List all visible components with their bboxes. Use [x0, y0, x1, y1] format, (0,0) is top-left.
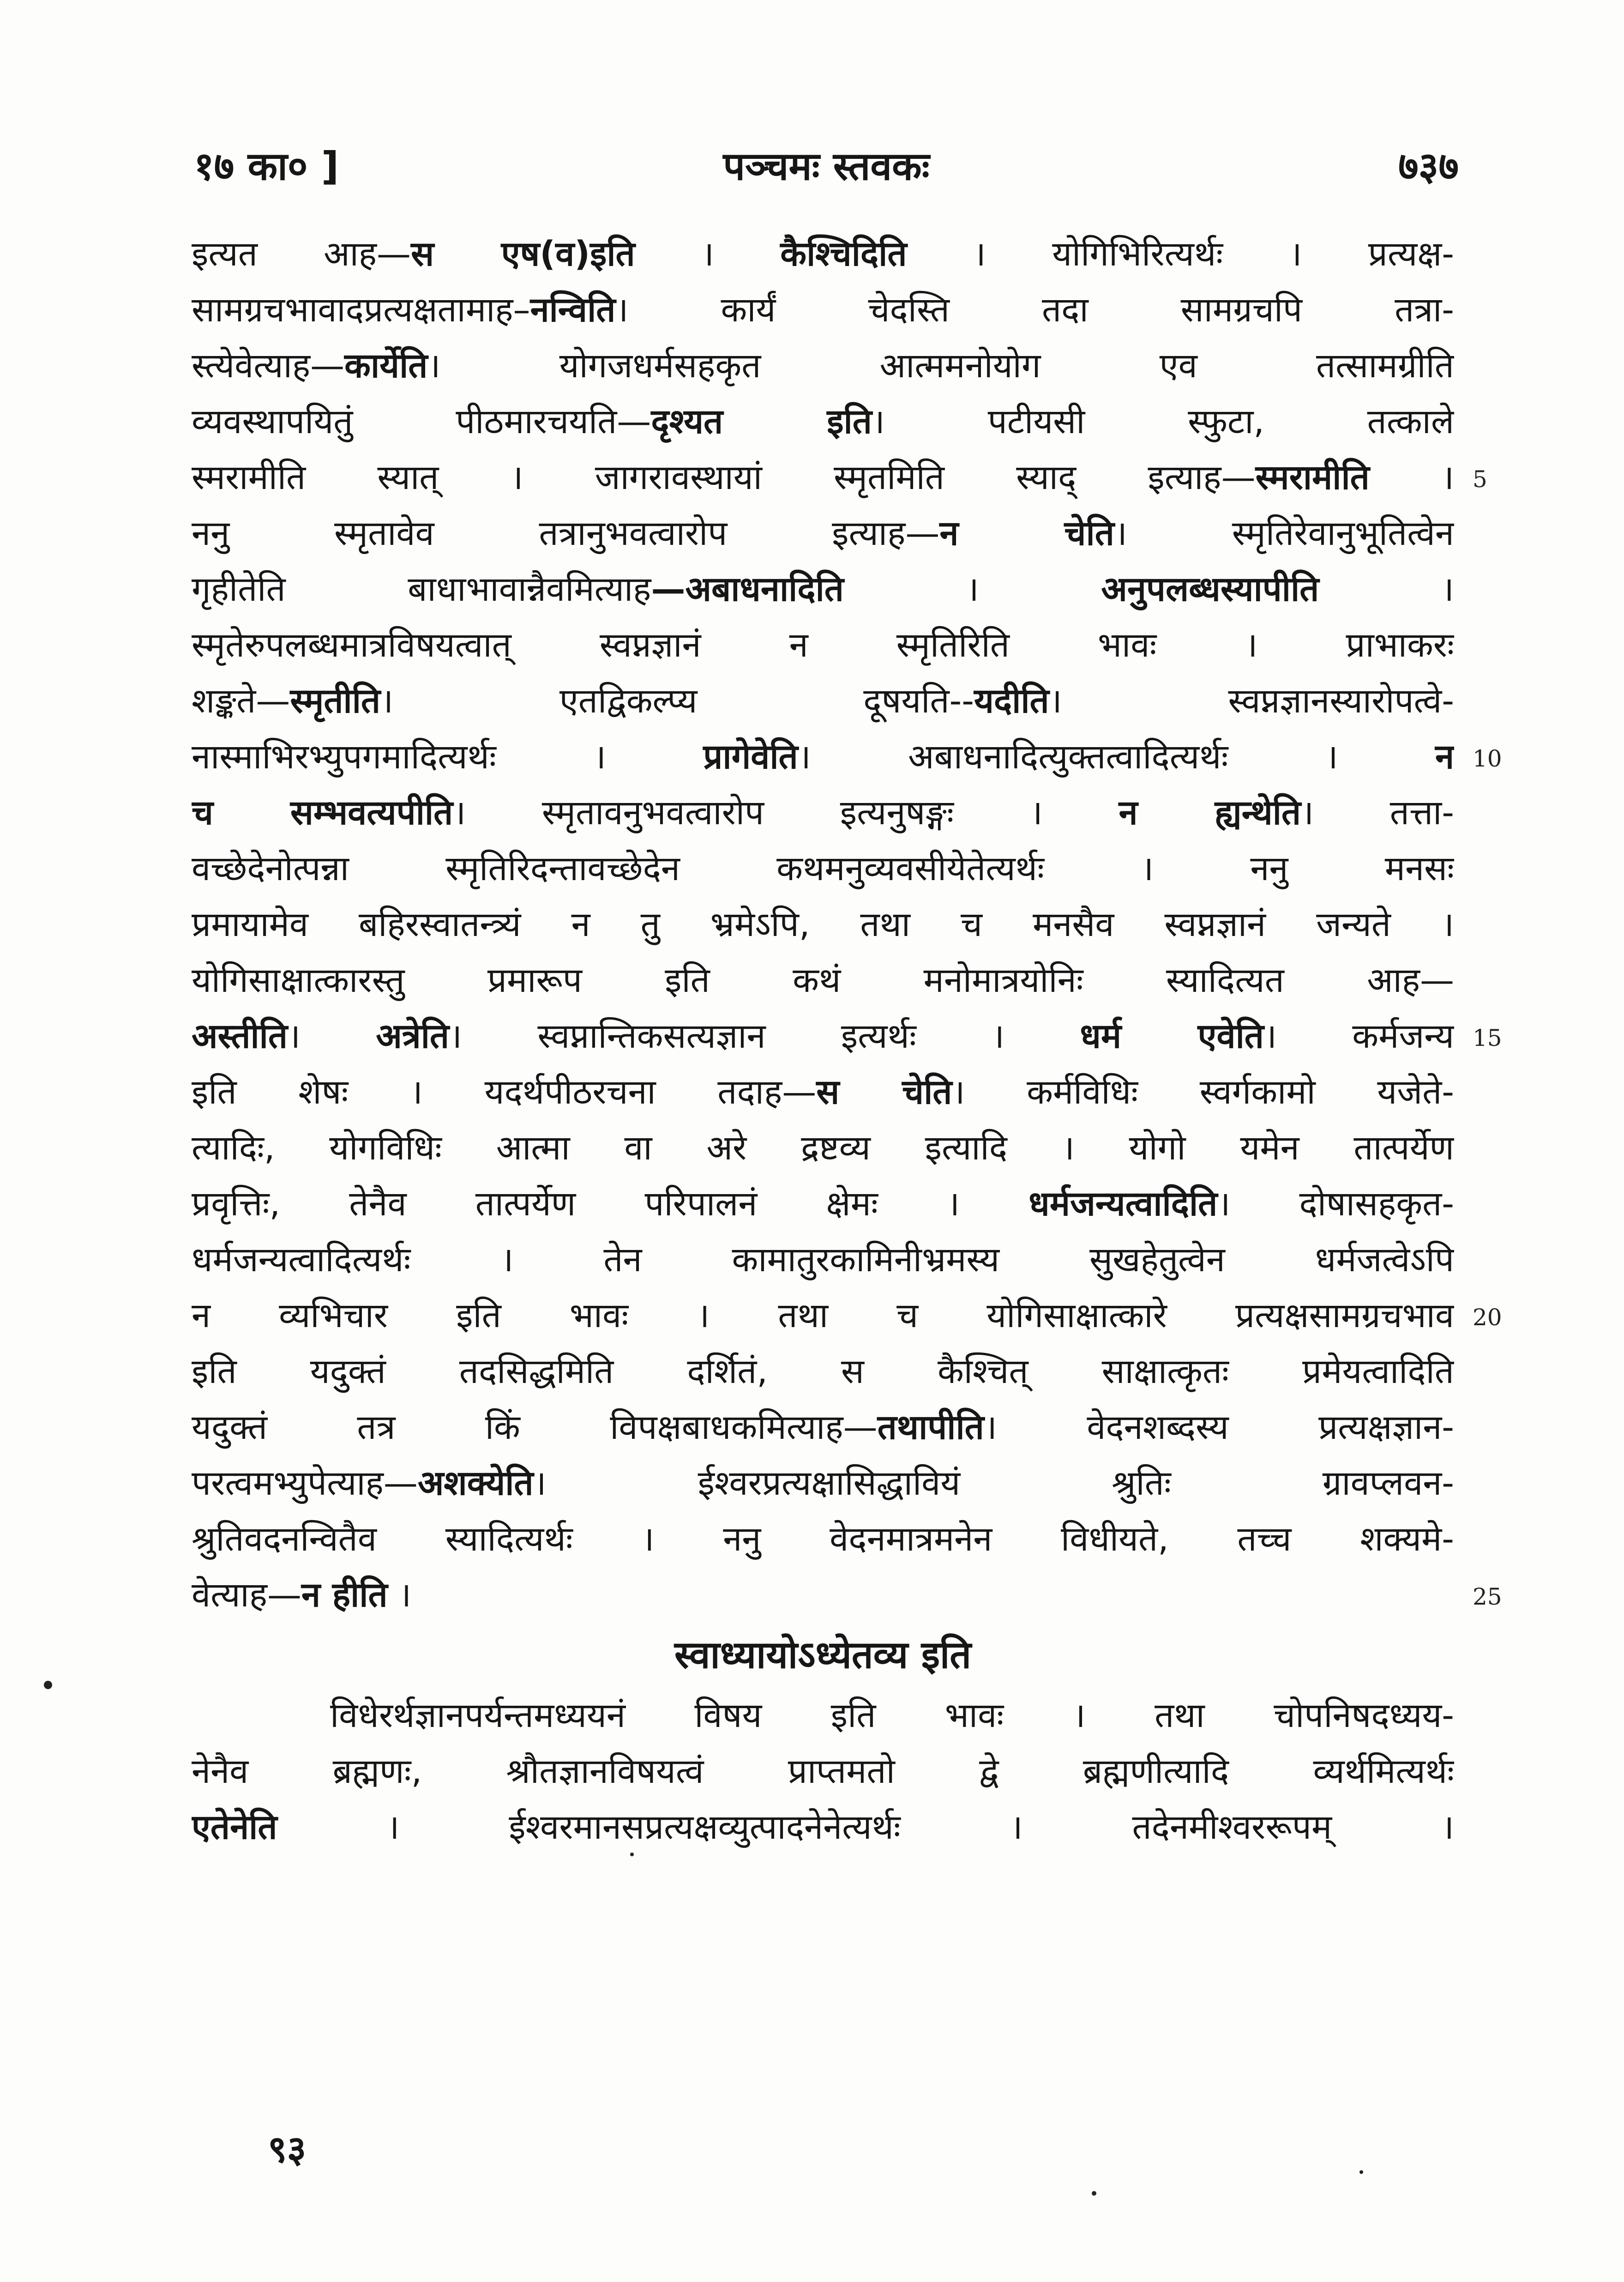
commentary-text-block [192, 226, 1454, 1855]
header-chapter-title: पञ्चमः स्तवकः [723, 144, 930, 189]
text-line [192, 617, 1454, 673]
text-line [192, 1567, 1454, 1623]
line-text: श्रुतिवदनन्वितैव स्यादित्यर्थः । ननु वेदनमात्रमनेन विधीयते, तच्च शक्यमे- [192, 1519, 1454, 1559]
line-text: वच्छेदेनोत्पन्ना स्मृतिरिदन्तावच्छेदेन कथमनुव्यवसीयेतेत्यर्थः । ननु मनसः [192, 849, 1454, 888]
lemma-text: स्मरामीति [1255, 458, 1370, 497]
text-line [192, 1344, 1454, 1400]
lemma-text: न हीति [301, 1575, 388, 1615]
line-text: । ईश्वरप्रत्यक्षासिद्धावियं श्रुतिः ग्रावप्लवन- [533, 1463, 1454, 1503]
lemma-text: —अबाधनादिति [651, 569, 844, 609]
signature-mark: ९३ [268, 2128, 307, 2171]
line-text: विधेरर्थज्ञानपर्यन्तमध्ययनं विषय इति भावः । तथा चोपनिषदध्यय- [330, 1696, 1454, 1735]
text-line [192, 1008, 1454, 1064]
line-text: वेत्याह— [192, 1575, 301, 1615]
lemma-text: प्रागेवेति [703, 737, 798, 777]
line-text: । [387, 1575, 412, 1615]
line-text: । [1369, 458, 1454, 497]
header-section-mark: १७ का० ] [194, 144, 339, 189]
text-line [192, 506, 1454, 561]
line-text: । [1319, 569, 1454, 609]
line-text: स्मरामीति स्यात् । जागरावस्थायां स्मृतमिति स्याद् इत्याह— [192, 458, 1256, 497]
text-line [192, 394, 1454, 450]
line-text: । स्वप्नान्तिकसत्यज्ञान इत्यर्थः । [449, 1016, 1080, 1056]
lemma-text: धर्मजन्यत्वादिति [1029, 1184, 1218, 1224]
text-line [192, 1120, 1454, 1176]
lemma-text: यदीति [974, 681, 1049, 721]
line-text: त्यादिः, योगविधिः आत्मा वा अरे द्रष्टव्य इत्यादि । योगो यमेन तात्पर्येण [192, 1128, 1454, 1168]
line-text: धर्मजन्यत्वादित्यर्थः । तेन कामातुरकामिनीभ्रमस्य सुखहेतुत्वेन धर्मजत्वेऽपि [192, 1240, 1454, 1280]
line-text: यदुक्तं तत्र किं विपक्षबाधकमित्याह— [192, 1407, 878, 1447]
line-text: । अबाधनादित्युक्तत्वादित्यर्थः । [798, 737, 1435, 777]
line-text: शङ्कते— [192, 681, 290, 721]
line-text: नेनैव ब्रह्मणः, श्रौतज्ञानविषयत्वं प्राप्तमतो द्वे ब्रह्मणीत्यादि व्यर्थमित्यर्थः [192, 1751, 1454, 1791]
line-text: स्त्येवेत्याह— [192, 346, 345, 386]
line-text: परत्वमभ्युपेत्याह— [192, 1463, 418, 1503]
scan-speck [1092, 2191, 1096, 2196]
line-text: । [288, 1016, 376, 1056]
header-page-number: ७३७ [1398, 144, 1459, 189]
line-number: 25 [1473, 1583, 1502, 1610]
line-text: स्मृतेरुपलब्धमात्रविषयत्वात् स्वप्नज्ञानं न स्मृतिरिति भावः । प्राभाकरः [192, 625, 1454, 665]
text-line [192, 1288, 1454, 1344]
line-text: व्यवस्थापयितुं पीठमारचयति— [192, 402, 651, 441]
lemma-text: स्मृतीति [290, 681, 381, 721]
line-text: । तत्ता- [1301, 793, 1454, 833]
lemma-text: तथापीति [877, 1407, 984, 1447]
text-line [192, 450, 1454, 506]
lemma-text: दृश्यत इति [651, 402, 872, 441]
lemma-text: न ह्यन्थेति [1119, 793, 1301, 833]
running-header [194, 134, 1459, 199]
text-line [192, 1400, 1454, 1455]
text-line [192, 1511, 1454, 1567]
line-text: इति यदुक्तं तदसिद्धमिति दर्शितं, स कैश्चित् साक्षात्कृतः प्रमेयत्वादिति [192, 1352, 1454, 1391]
line-text: । योगजधर्मसहकृत आत्ममनोयोग एव तत्सामग्रीति [427, 346, 1454, 386]
line-text: । योगिभिरित्यर्थः । प्रत्यक्ष- [907, 234, 1454, 274]
line-text: । दोषासहकृत- [1217, 1184, 1454, 1224]
text-line [192, 282, 1454, 338]
text-line [192, 1688, 1454, 1744]
line-text: प्रमायामेव बहिरस्वातन्त्र्यं न तु भ्रमेऽपि, तथा च मनसैव स्वप्नज्ञानं जन्यते । [192, 905, 1454, 944]
lemma-text: कार्येति [344, 346, 428, 386]
line-text: । ईश्वरमानसप्रत्यक्षव्युत्पादनेनेत्यर्थः । तदेनमीश्वररूपम् । [277, 1807, 1454, 1847]
line-text: इत्यत आह— [192, 234, 411, 274]
lemma-text: स एष(व)इति [411, 234, 635, 274]
line-text: ननु स्मृतावेव तत्रानुभवत्वारोप इत्याह— [192, 513, 940, 553]
line-text: । [635, 234, 781, 274]
text-line [192, 1455, 1454, 1511]
lemma-text: नन्विति [530, 290, 616, 330]
text-line [192, 1232, 1454, 1288]
line-text: सामग्रचभावादप्रत्यक्षतामाह– [192, 290, 530, 330]
lemma-text: कैश्चिदिति [780, 234, 907, 274]
lemma-text: च सम्भवत्यपीति [192, 793, 453, 833]
text-line [192, 673, 1454, 729]
line-text: न व्यभिचार इति भावः । तथा च योगिसाक्षात्कारे प्रत्यक्षसामग्रचभाव [192, 1296, 1454, 1335]
scan-speck [44, 1681, 52, 1689]
lemma-text: न [1435, 737, 1454, 777]
line-text: गृहीतेति बाधाभावान्नैवमित्याह [192, 569, 651, 609]
text-line [192, 338, 1454, 394]
line-text: प्रवृत्तिः, तेनैव तात्पर्येण परिपालनं क्षेमः । [192, 1184, 1029, 1224]
line-text: । पटीयसी स्फुटा, तत्काले [872, 402, 1454, 441]
line-text: । [843, 569, 1101, 609]
scan-speck [630, 1853, 634, 1856]
text-line [192, 729, 1454, 785]
lemma-text: अनुपलब्धस्यापीति [1101, 569, 1319, 609]
text-line [192, 1064, 1454, 1120]
lemma-text: एतेनेति [192, 1807, 277, 1847]
line-text: । कार्यं चेदस्ति तदा सामग्रचपि तत्रा- [615, 290, 1454, 330]
line-text: । स्वप्नज्ञानस्यारोपत्वे- [1049, 681, 1454, 721]
text-line [192, 561, 1454, 617]
text-line [192, 226, 1454, 282]
line-text: योगिसाक्षात्कारस्तु प्रमारूप इति कथं मनोमात्रयोनिः स्यादित्यत आह— [192, 960, 1454, 1000]
line-text: । कर्मजन्य [1263, 1016, 1454, 1056]
line-text: । स्मृतिरेवानुभूतित्वेन [1114, 513, 1454, 553]
line-text: । एतद्विकल्प्य दूषयति-- [380, 681, 974, 721]
line-text: इति शेषः । यदर्थपीठरचना तदाह— [192, 1072, 817, 1112]
scan-speck [1359, 2170, 1363, 2174]
section-subheading: स्वाध्यायोऽध्येतव्य इति [674, 1633, 971, 1677]
text-line [192, 1744, 1454, 1799]
line-number: 20 [1473, 1304, 1502, 1331]
lemma-text: धर्म एवेति [1080, 1016, 1264, 1056]
text-line [192, 1799, 1454, 1855]
line-text: । स्मृतावनुभवत्वारोप इत्यनुषङ्गः । [453, 793, 1119, 833]
text-line [192, 841, 1454, 897]
line-number: 10 [1473, 745, 1502, 772]
text-line [192, 897, 1454, 953]
text-line [192, 953, 1454, 1008]
lemma-text: न चेति [939, 513, 1114, 553]
text-line [192, 1176, 1454, 1232]
line-number: 15 [1473, 1025, 1502, 1051]
line-text: नास्माभिरभ्युपगमादित्यर्थः । [192, 737, 704, 777]
line-text: । वेदनशब्दस्य प्रत्यक्षज्ञान- [984, 1407, 1454, 1447]
line-text: । कर्मविधिः स्वर्गकामो यजेते- [952, 1072, 1454, 1112]
text-line [192, 785, 1454, 841]
lemma-text: स चेति [816, 1072, 952, 1112]
lemma-text: अत्रेति [376, 1016, 450, 1056]
lemma-text: अस्तीति [192, 1016, 288, 1056]
lemma-text: अशक्येति [417, 1463, 534, 1503]
line-number: 5 [1473, 466, 1487, 493]
